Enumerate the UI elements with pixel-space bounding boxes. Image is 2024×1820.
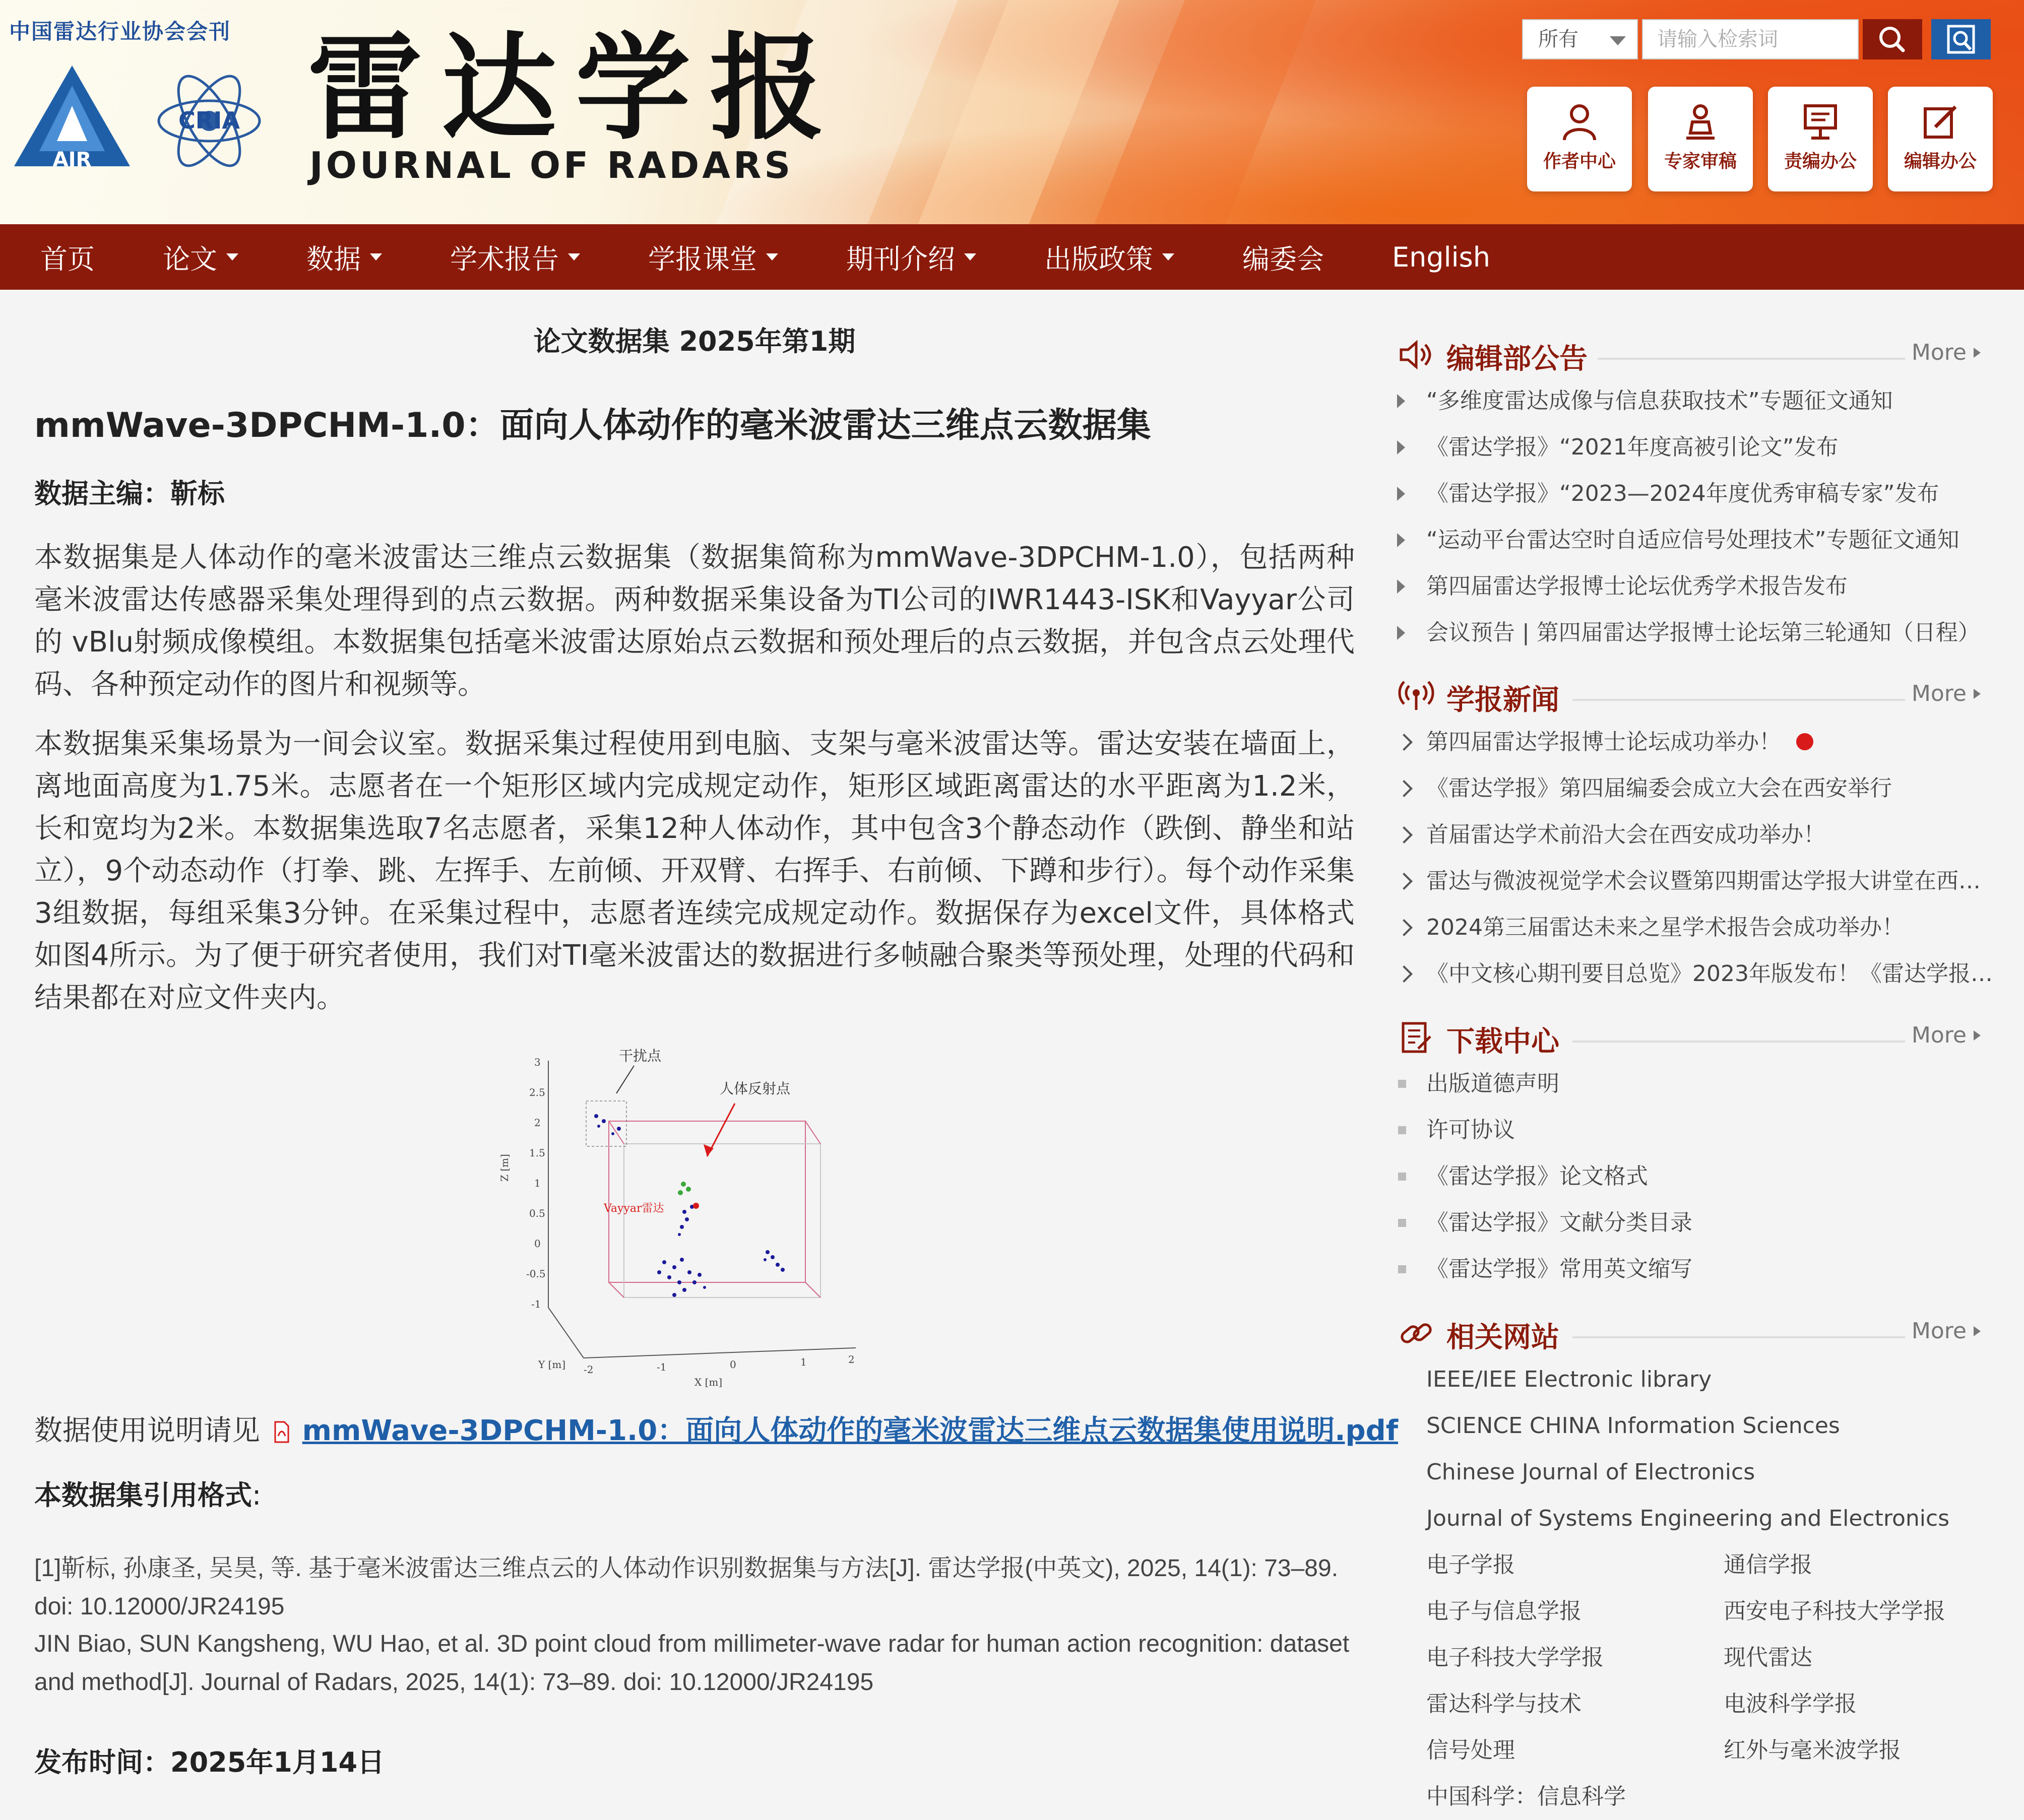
chevron-right-icon (1396, 780, 1413, 797)
z-tick-label: 0.5 (529, 1207, 545, 1219)
nav-label: English (1392, 241, 1490, 273)
advanced-search-icon (1931, 19, 1991, 59)
section-title: 相关网站 (1446, 1321, 1559, 1354)
list-item[interactable] (1396, 1200, 2001, 1246)
nav-item-data[interactable] (306, 238, 382, 277)
bullet-icon (1398, 1265, 1406, 1273)
nav-item-papers[interactable] (163, 238, 238, 277)
dropdown-caret-icon (226, 253, 238, 261)
nav-item-home[interactable] (40, 238, 95, 277)
item-label: 首届雷达学术前沿大会在西安成功举办！ (1426, 822, 1825, 848)
reviewer-icon (1680, 102, 1721, 142)
related-site-link[interactable]: Chinese Journal of Electronics (1426, 1459, 1755, 1485)
bullet-icon (1397, 579, 1405, 594)
dropdown-caret-icon (1162, 253, 1174, 261)
item-label: 《雷达学报》“2021年度高被引论文”发布 (1426, 434, 1839, 460)
y-axis (548, 1308, 584, 1358)
nav-label: 首页 (40, 243, 95, 275)
bullet-icon (1397, 487, 1405, 501)
nav-label: 论文 (163, 243, 217, 275)
z-tick-label: 1 (534, 1177, 541, 1189)
related-sites-grid (1426, 1542, 2001, 1820)
portal-editor-desk[interactable] (1768, 87, 1873, 191)
related-site-link[interactable]: IEEE/IEE Electronic library (1426, 1367, 1712, 1392)
x-tick-label: -1 (657, 1361, 667, 1373)
usage-prefix: 数据使用说明请见 (34, 1414, 260, 1447)
list-item[interactable] (1396, 424, 2001, 471)
list-item[interactable] (1396, 812, 2001, 858)
journal-title-en[interactable]: JOURNAL OF RADARS (309, 144, 794, 186)
header-decoration (1073, 0, 1326, 224)
advanced-search-button[interactable] (1931, 19, 1991, 59)
portal-label: 作者中心 (1543, 151, 1616, 172)
related-site-link[interactable]: 电子学报 (1426, 1552, 1515, 1578)
z-tick-label: 3 (534, 1056, 541, 1068)
section-header (1396, 669, 2001, 719)
item-label: 出版道德声明 (1426, 1071, 1559, 1096)
human-point-cluster (678, 1182, 691, 1195)
list-item[interactable] (1396, 1246, 2001, 1292)
portal-expert-review[interactable] (1648, 87, 1753, 191)
list-item[interactable] (1396, 951, 2001, 997)
divider (1572, 1041, 1905, 1043)
item-label: 《中文核心期刊要目总览》2023年版发布！《雷达学报… (1426, 961, 1993, 987)
nav-item-classroom[interactable] (648, 238, 778, 277)
item-label: “运动平台雷达空时自适应信号处理技术”专题征文通知 (1426, 527, 1959, 553)
nav-label: 学报课堂 (648, 243, 757, 275)
nav-label: 出版政策 (1044, 243, 1153, 275)
search-scope-select[interactable] (1522, 19, 1638, 59)
related-site-link[interactable]: 红外与毫米波学报 (1724, 1737, 1901, 1763)
item-label: 《雷达学报》常用英文缩写 (1426, 1256, 1692, 1282)
y-axis-label: Y [m] (538, 1358, 566, 1371)
body-reflection-label: 人体反射点 (720, 1080, 791, 1097)
main-nav (0, 224, 2024, 290)
list-item[interactable] (1396, 471, 2001, 517)
journal-title-cn[interactable]: 雷达学报 (307, 20, 844, 155)
list-item[interactable] (1396, 378, 2001, 424)
section-title: 学报新闻 (1446, 684, 1559, 717)
list-item[interactable] (1396, 517, 2001, 563)
cria-logo-text: CRIA (178, 107, 240, 134)
section-header (1396, 1010, 2001, 1061)
download-list (1396, 1061, 2001, 1292)
list-item[interactable] (1396, 904, 2001, 951)
pdf-icon (272, 1421, 290, 1443)
related-site-link[interactable]: 中国科学：信息科学 (1426, 1784, 1626, 1809)
bullet-icon (1397, 533, 1405, 547)
cria-logo[interactable] (151, 66, 267, 176)
association-label: 中国雷达行业协会会刊 (9, 19, 231, 44)
description-paragraph: 本数据集采集场景为一间会议室。数据采集过程使用到电脑、支架与毫米波雷达等。雷达安装在墙面上，离地面高度为1.75米。志愿者在一个矩形区域内完成规定动作，矩形区域距离雷达的水平距离为1.2米，长和宽均为2米。本数据集选取7名志愿者，采集12种人体动作，其中包含3个静态动作（跌倒、静坐和站立），9个动态动作（打拳、跳、左挥手、左前倾、开双臂、右挥手、右前倾、下蹲和步行）。每个动作采集3组数据，每组采集3分钟。在采集过程中，志愿者连续完成规定动作。数据保存为excel文件，具体格式如图4所示。为了便于研究者使用，我们对TI毫米波雷达的数据进行多帧融合聚类等预处理，处理的代码和结果都在对应文件夹内。 (34, 728, 1355, 1014)
x-tick-label: 1 (800, 1356, 807, 1368)
document-icon (1398, 1021, 1434, 1054)
related-site-link[interactable]: 西安电子科技大学学报 (1724, 1598, 1945, 1624)
search-button[interactable] (1863, 19, 1922, 59)
chief-editor: 数据主编：靳标 (34, 478, 225, 509)
more-link[interactable]: More (1912, 1022, 1981, 1048)
nav-item-editorial-board[interactable] (1242, 238, 1324, 277)
related-sites-list (1426, 1356, 2001, 1820)
air-logo[interactable] (9, 66, 135, 174)
item-label: 2024第三届雷达未来之星学术报告会成功举办！ (1426, 915, 1904, 940)
portal-label: 专家审稿 (1664, 151, 1737, 172)
list-item[interactable] (1396, 765, 2001, 812)
list-item[interactable] (1396, 719, 2001, 765)
x-tick-label: -2 (584, 1363, 594, 1376)
x-axis-label: X [m] (694, 1376, 723, 1388)
related-site-link[interactable]: 电子科技大学学报 (1426, 1645, 1604, 1670)
search-input[interactable] (1642, 19, 1859, 59)
z-tick-label: -1 (531, 1298, 541, 1310)
nav-item-english[interactable] (1392, 241, 1490, 273)
more-link[interactable]: More (1912, 340, 1981, 365)
megaphone-icon (1398, 339, 1434, 371)
broadcast-icon (1398, 680, 1434, 712)
section-title: 下载中心 (1446, 1025, 1559, 1058)
z-tick-label: 0 (534, 1238, 541, 1250)
chevron-right-icon (1396, 734, 1413, 751)
bullet-icon (1398, 1080, 1406, 1088)
radar-position-marker (693, 1203, 699, 1209)
section-header (1396, 328, 2001, 378)
z-tick-label: 2.5 (529, 1086, 545, 1098)
portal-label: 责编办公 (1784, 151, 1857, 172)
related-sites-section (1396, 1306, 2001, 1809)
bullet-icon (1398, 1126, 1406, 1134)
related-site-link[interactable]: 电子与信息学报 (1426, 1598, 1582, 1624)
edit-office-icon (1920, 102, 1960, 142)
bullet-icon (1398, 1173, 1406, 1181)
nav-label: 编委会 (1242, 243, 1324, 275)
list-item[interactable] (1396, 858, 2001, 904)
item-label: 《雷达学报》文献分类目录 (1426, 1210, 1692, 1236)
citation-en: JIN Biao, SUN Kangsheng, WU Hao, et al. 3D point cloud from millimeter-wave radar for human action recognition: dataset and method[J]. Journal of Radars, 2025, 14(1): 73–89. doi: 10.12000/JR24195 (34, 1631, 1350, 1696)
more-link[interactable]: More (1912, 681, 1981, 706)
item-label: 许可协议 (1426, 1117, 1515, 1143)
portal-edit-office[interactable] (1888, 87, 1993, 191)
dropdown-caret-icon (370, 253, 382, 261)
bullet-icon (1397, 440, 1405, 454)
site-header (0, 0, 2024, 224)
interference-label: 干扰点 (619, 1048, 662, 1064)
news-list (1396, 719, 2001, 997)
x-tick-label: 2 (848, 1353, 855, 1366)
link-icon (1398, 1317, 1434, 1349)
nav-item-journal-intro[interactable] (846, 238, 976, 277)
vayyar-radar-label: Vayyar雷达 (604, 1202, 664, 1215)
portal-author-center[interactable] (1527, 87, 1632, 191)
item-label: 《雷达学报》论文格式 (1426, 1163, 1648, 1189)
item-label: “多维度雷达成像与信息获取技术”专题征文通知 (1426, 388, 1893, 414)
chevron-right-icon (1396, 919, 1413, 936)
item-label: 《雷达学报》第四届编委会成立大会在西安举行 (1426, 775, 1892, 801)
item-label: 第四届雷达学报博士论坛优秀学术报告发布 (1426, 573, 1848, 599)
announcement-list (1396, 378, 2001, 656)
publish-date: 发布时间：2025年1月14日 (34, 1746, 385, 1778)
search-scope-value: 所有 (1538, 28, 1578, 51)
item-label: 会议预告 | 第四届雷达学报博士论坛第三轮通知（日程） (1426, 620, 1980, 645)
search-icon (1863, 19, 1922, 59)
bullet-icon (1397, 394, 1405, 408)
list-item[interactable] (1396, 563, 2001, 610)
related-site-link[interactable]: Journal of Systems Engineering and Electronics (1426, 1506, 1950, 1531)
section-title: 编辑部公告 (1446, 343, 1588, 375)
author-icon (1559, 102, 1600, 142)
nav-label: 数据 (306, 243, 361, 275)
dropdown-caret-icon (964, 253, 976, 261)
chevron-right-icon (1396, 826, 1413, 843)
nav-item-publication-policy[interactable] (1044, 238, 1174, 277)
divider (1598, 358, 1905, 360)
bullet-icon (1398, 1219, 1406, 1227)
announcements-section (1396, 328, 2001, 656)
citation-heading-colon: : (252, 1479, 262, 1511)
nav-label: 学术报告 (450, 243, 559, 275)
usage-instructions (34, 1408, 1398, 1449)
news-section (1396, 669, 2001, 997)
chevron-right-icon (1396, 873, 1413, 890)
z-tick-label: 2 (534, 1117, 541, 1129)
z-axis-label: Z [m] (498, 1154, 511, 1182)
dropdown-caret-icon (568, 253, 580, 261)
item-label: 《雷达学报》“2023—2024年度优秀审稿专家”发布 (1426, 481, 1939, 506)
chevron-right-icon (1396, 965, 1413, 983)
citation-heading (34, 1474, 261, 1513)
z-tick-label: -0.5 (526, 1268, 546, 1280)
item-label: 雷达与微波视觉学术会议暨第四期雷达学报大讲堂在西… (1426, 868, 1981, 894)
list-item[interactable] (1396, 1061, 2001, 1107)
bullet-icon (1397, 626, 1405, 640)
divider (1572, 1336, 1905, 1338)
related-site-link[interactable]: 信号处理 (1426, 1737, 1515, 1763)
portal-label: 编辑办公 (1904, 151, 1977, 172)
related-site-link[interactable]: 现代雷达 (1724, 1645, 1812, 1670)
chevron-down-icon (1610, 36, 1626, 45)
nav-label: 期刊介绍 (846, 243, 955, 275)
more-link[interactable]: More (1912, 1318, 1981, 1344)
dropdown-caret-icon (766, 253, 778, 261)
point-cloud-figure (493, 1046, 906, 1388)
citation-heading-text: 本数据集引用格式 (34, 1479, 252, 1511)
related-site-link[interactable]: 电波科学学报 (1724, 1691, 1857, 1717)
editor-desk-icon (1800, 102, 1841, 142)
related-site-link[interactable]: SCIENCE CHINA Information Sciences (1426, 1413, 1840, 1439)
list-item[interactable] (1396, 610, 2001, 656)
citation-cn: [1]靳标, 孙康圣, 吴昊, 等. 基于毫米波雷达三维点云的人体动作识别数据集与方法[J]. 雷达学报(中英文), 2025, 14(1): 73–89. doi: 10.12000/JR24195 (34, 1555, 1339, 1620)
item-label: 第四届雷达学报博士论坛成功举办！ (1426, 729, 1781, 755)
annotation-arrow (616, 1066, 634, 1093)
related-site-link[interactable]: 通信学报 (1724, 1552, 1812, 1578)
x-axis (584, 1348, 856, 1358)
hot-badge-icon (1796, 733, 1813, 750)
description-paragraph: 本数据集是人体动作的毫米波雷达三维点云数据集（数据集简称为mmWave-3DPCHM-1.0），包括两种毫米波雷达传感器采集处理得到的点云数据。两种数据采集设备为TI公司的IWR1443-ISK和Vayyar公司的 vBlu射频成像模组。本数据集包括毫米波雷达原始点云数据和预处理后的点云数据，并包含点云处理代码、各种预定动作的图片和视频等。 (34, 541, 1355, 701)
interference-box (586, 1101, 626, 1146)
air-logo-text: AIR (52, 148, 92, 171)
section-header (1396, 1306, 2001, 1356)
z-tick-label: 1.5 (529, 1147, 545, 1159)
list-item[interactable] (1396, 1107, 2001, 1153)
issue-heading: 论文数据集 2025年第1期 (533, 326, 856, 357)
related-site-link[interactable]: 雷达科学与技术 (1426, 1691, 1582, 1717)
nav-item-academic-reports[interactable] (450, 238, 580, 277)
page-title: mmWave-3DPCHM-1.0：面向人体动作的毫米波雷达三维点云数据集 (34, 406, 1151, 445)
list-item[interactable] (1396, 1153, 2001, 1200)
usage-pdf-link[interactable]: mmWave-3DPCHM-1.0：面向人体动作的毫米波雷达三维点云数据集使用说明.pdf (302, 1414, 1399, 1447)
divider (1572, 699, 1905, 701)
downloads-section (1396, 1010, 2001, 1292)
x-tick-label: 0 (730, 1358, 736, 1371)
